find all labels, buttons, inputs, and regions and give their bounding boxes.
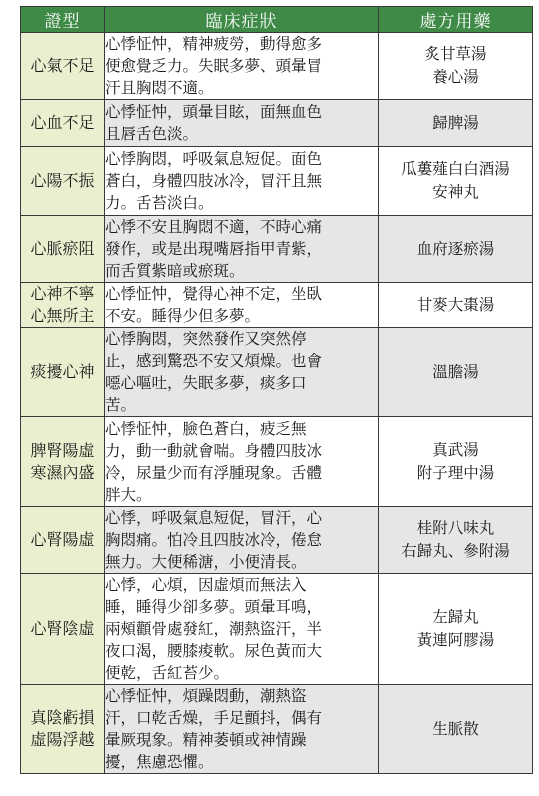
syndrome-prescription-table [20, 6, 533, 774]
header-row [21, 7, 533, 33]
prescription-cell [379, 216, 533, 283]
prescription-cell [379, 328, 533, 417]
symptom-line: 不安。睡得少但多夢。 [105, 307, 261, 325]
syndrome-type-line: 真陰虧損 [30, 708, 95, 727]
symptom-line: 發作，或是出現嘴唇指甲青紫， [105, 240, 323, 258]
clinical-symptoms-cell [105, 216, 379, 283]
symptom-line: 力，動一動就會喘。身體四肢冰 [105, 441, 323, 460]
syndrome-type-line: 心血不足 [30, 113, 95, 132]
table-row [21, 507, 533, 574]
syndrome-type-cell [21, 507, 105, 574]
symptom-line: 苦。 [105, 396, 137, 414]
table-row [21, 417, 533, 507]
symptom-line: 心悸不安且胸悶不適，不時心痛 [105, 218, 323, 236]
clinical-symptoms-cell [105, 507, 379, 574]
syndrome-type-line: 心氣不足 [30, 56, 95, 75]
prescription-line: 溫膽湯 [432, 362, 479, 381]
clinical-symptoms-cell [105, 574, 379, 685]
header-prescription: 處方用藥 [379, 7, 533, 33]
symptom-line: 且唇舌色淡。 [105, 125, 199, 143]
prescription-line: 安神丸 [432, 183, 479, 201]
syndrome-type-cell [21, 417, 105, 507]
syndrome-type-line: 心腎陰虛 [30, 619, 95, 638]
prescription-cell [379, 33, 533, 100]
symptom-line: 心悸胸悶，呼吸氣息短促。面色 [105, 150, 323, 168]
table-body [21, 33, 533, 774]
clinical-symptoms-cell [105, 328, 379, 417]
symptom-line: 睡，睡得少卻多夢。頭暈耳鳴， [105, 598, 323, 616]
prescription-cell [379, 417, 533, 507]
syndrome-type-line: 寒濕內盛 [30, 462, 95, 482]
table-row [21, 33, 533, 100]
symptom-line: 蒼白，身體四肢冰冷，冒汗且無 [105, 172, 323, 190]
clinical-symptoms-cell [105, 417, 379, 507]
prescription-line: 歸脾湯 [432, 113, 479, 132]
prescription-cell [379, 147, 533, 216]
table-row [21, 147, 533, 216]
prescription-cell [379, 574, 533, 685]
syndrome-type-cell [21, 100, 105, 147]
clinical-symptoms-cell [105, 685, 379, 774]
prescription-line: 甘麥大棗湯 [416, 295, 495, 314]
symptom-line: 心悸怔忡，精神疲勞，動得愈多 [105, 35, 323, 53]
symptom-line: 汗，口乾舌燥，手足顫抖，偶有 [105, 709, 323, 727]
symptom-line: 便乾，舌紅苔少。 [105, 664, 230, 682]
symptom-line: 心悸怔忡，頭暈目眩，面無血色 [105, 103, 323, 121]
prescription-line: 左歸丸 [432, 608, 479, 626]
symptom-line: 心悸怔忡，煩躁悶動，潮熱盜 [105, 687, 307, 705]
table-header [21, 7, 533, 33]
symptom-line: 心悸，心煩，因虛煩而無法入 [105, 576, 307, 594]
header-syndrome-type: 證型 [21, 7, 105, 33]
clinical-symptoms-cell [105, 33, 379, 100]
syndrome-type-cell [21, 147, 105, 216]
symptom-line: 擾，焦慮恐懼。 [105, 753, 214, 771]
clinical-symptoms-cell [105, 147, 379, 216]
syndrome-type-cell [21, 216, 105, 283]
prescription-line: 瓜蔞薤白白酒湯 [401, 160, 510, 178]
prescription-cell [379, 100, 533, 147]
prescription-line: 真武湯 [432, 440, 479, 459]
syndrome-type-line: 虛陽浮越 [30, 730, 95, 749]
prescription-line: 桂附八味丸 [416, 519, 495, 537]
prescription-line: 右歸丸、參附湯 [401, 542, 510, 560]
table-row [21, 100, 533, 147]
table-row [21, 574, 533, 685]
symptom-line: 夜口渴，腰膝痠軟。尿色黃而大 [105, 642, 323, 660]
syndrome-type-line: 痰擾心神 [30, 362, 95, 381]
syndrome-type-line: 心無所主 [30, 306, 95, 325]
symptom-line: 胸悶痛。怕冷且四肢冰冷，倦怠 [105, 531, 323, 549]
syndrome-type-line: 脾腎陽虛 [30, 440, 95, 460]
symptom-line: 心悸胸悶，突然發作又突然停 [105, 330, 307, 348]
prescription-line: 炙甘草湯 [424, 45, 487, 63]
table-row [21, 216, 533, 283]
symptom-line: 胖大。 [105, 485, 152, 504]
prescription-line: 生脈散 [432, 719, 479, 738]
table-row [21, 283, 533, 328]
syndrome-type-cell [21, 574, 105, 685]
syndrome-type-cell [21, 33, 105, 100]
prescription-cell [379, 507, 533, 574]
symptom-line: 汗且胸悶不適。 [105, 79, 214, 97]
symptom-line: 心悸怔忡，臉色蒼白，疲乏無 [105, 419, 307, 438]
symptom-line: 冷，尿量少而有浮腫現象。舌體 [105, 463, 323, 482]
symptom-line: 無力。大便稀溏，小便清長。 [105, 553, 307, 571]
symptom-line: 心悸，呼吸氣息短促，冒汗，心 [105, 509, 323, 527]
prescription-line: 血府逐瘀湯 [416, 239, 495, 258]
symptom-line: 止，感到驚恐不安又煩燥。也會 [105, 352, 323, 370]
syndrome-type-cell [21, 283, 105, 328]
symptom-line: 而舌質紫暗或瘀斑。 [105, 262, 245, 280]
symptom-line: 噁心嘔吐，失眠多夢，痰多口 [105, 374, 307, 392]
syndrome-type-cell [21, 685, 105, 774]
table-container [20, 6, 532, 774]
syndrome-type-line: 心腎陽虛 [30, 530, 95, 549]
prescription-line: 附子理中湯 [416, 463, 495, 482]
syndrome-type-cell [21, 328, 105, 417]
prescription-line: 黃連阿膠湯 [416, 631, 495, 649]
symptom-line: 便愈覺乏力。失眠多夢、頭暈冒 [105, 57, 323, 75]
header-clinical-symptoms: 臨床症狀 [105, 7, 379, 33]
table-row [21, 328, 533, 417]
clinical-symptoms-cell [105, 100, 379, 147]
clinical-symptoms-cell [105, 283, 379, 328]
syndrome-type-line: 心陽不振 [30, 171, 95, 190]
prescription-cell [379, 685, 533, 774]
symptom-line: 兩頰顴骨處發紅，潮熱盜汗，半 [105, 620, 323, 638]
symptom-line: 心悸怔忡，覺得心神不定，坐臥 [105, 285, 323, 303]
prescription-cell [379, 283, 533, 328]
prescription-line: 養心湯 [432, 68, 479, 86]
syndrome-type-line: 心神不寧 [30, 284, 95, 303]
syndrome-type-line: 心脈瘀阻 [30, 239, 95, 258]
symptom-line: 力。舌苔淡白。 [105, 194, 214, 212]
table-row [21, 685, 533, 774]
symptom-line: 暈厥現象。精神萎頓或神情躁 [105, 731, 307, 749]
